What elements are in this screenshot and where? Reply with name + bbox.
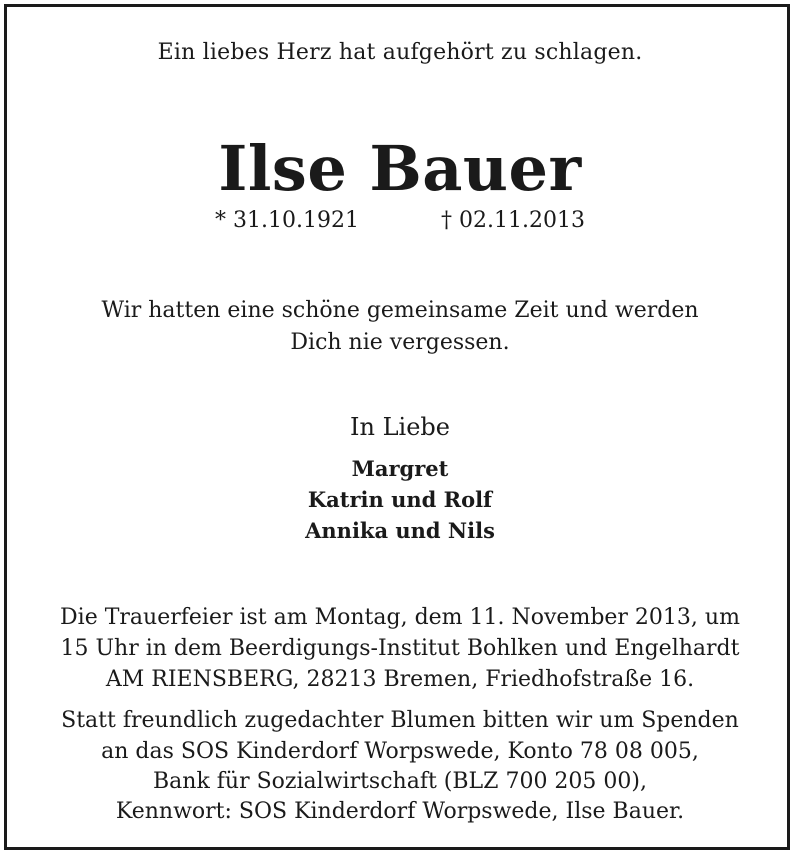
donation-line: Kennwort: SOS Kinderdorf Worpswede, Ilse Bauer.	[115, 799, 685, 824]
signer-name: Margret	[351, 456, 449, 481]
donation-line: Bank für Sozialwirtschaft (BLZ 700 205 00),	[153, 769, 647, 794]
donation-line: Statt freundlich zugedachter Blumen bitten wir um Spenden	[61, 708, 739, 733]
memory-line: Wir hatten eine schöne gemeinsame Zeit und werden	[101, 298, 699, 323]
donation-line: an das SOS Kinderdorf Worpswede, Konto 78 08 005,	[101, 739, 699, 764]
ceremony-line: Die Trauerfeier ist am Montag, dem 11. November 2013, um	[60, 605, 740, 630]
signer-name: Katrin und Rolf	[307, 487, 493, 512]
birth-date: * 31.10.1921	[215, 208, 359, 233]
intro-text: Ein liebes Herz hat aufgehört zu schlagen.	[157, 40, 643, 65]
deceased-name: Ilse Bauer	[218, 132, 582, 205]
memory-line: Dich nie vergessen.	[290, 330, 510, 355]
ceremony-line: 15 Uhr in dem Beerdigungs-Institut Bohlken und Engelhardt	[60, 636, 740, 661]
signer-name: Annika und Nils	[305, 518, 495, 543]
ceremony-line: AM RIENSBERG, 28213 Bremen, Friedhofstraße 16.	[105, 667, 695, 692]
in-love-heading: In Liebe	[350, 413, 450, 441]
death-date: † 02.11.2013	[441, 208, 585, 233]
